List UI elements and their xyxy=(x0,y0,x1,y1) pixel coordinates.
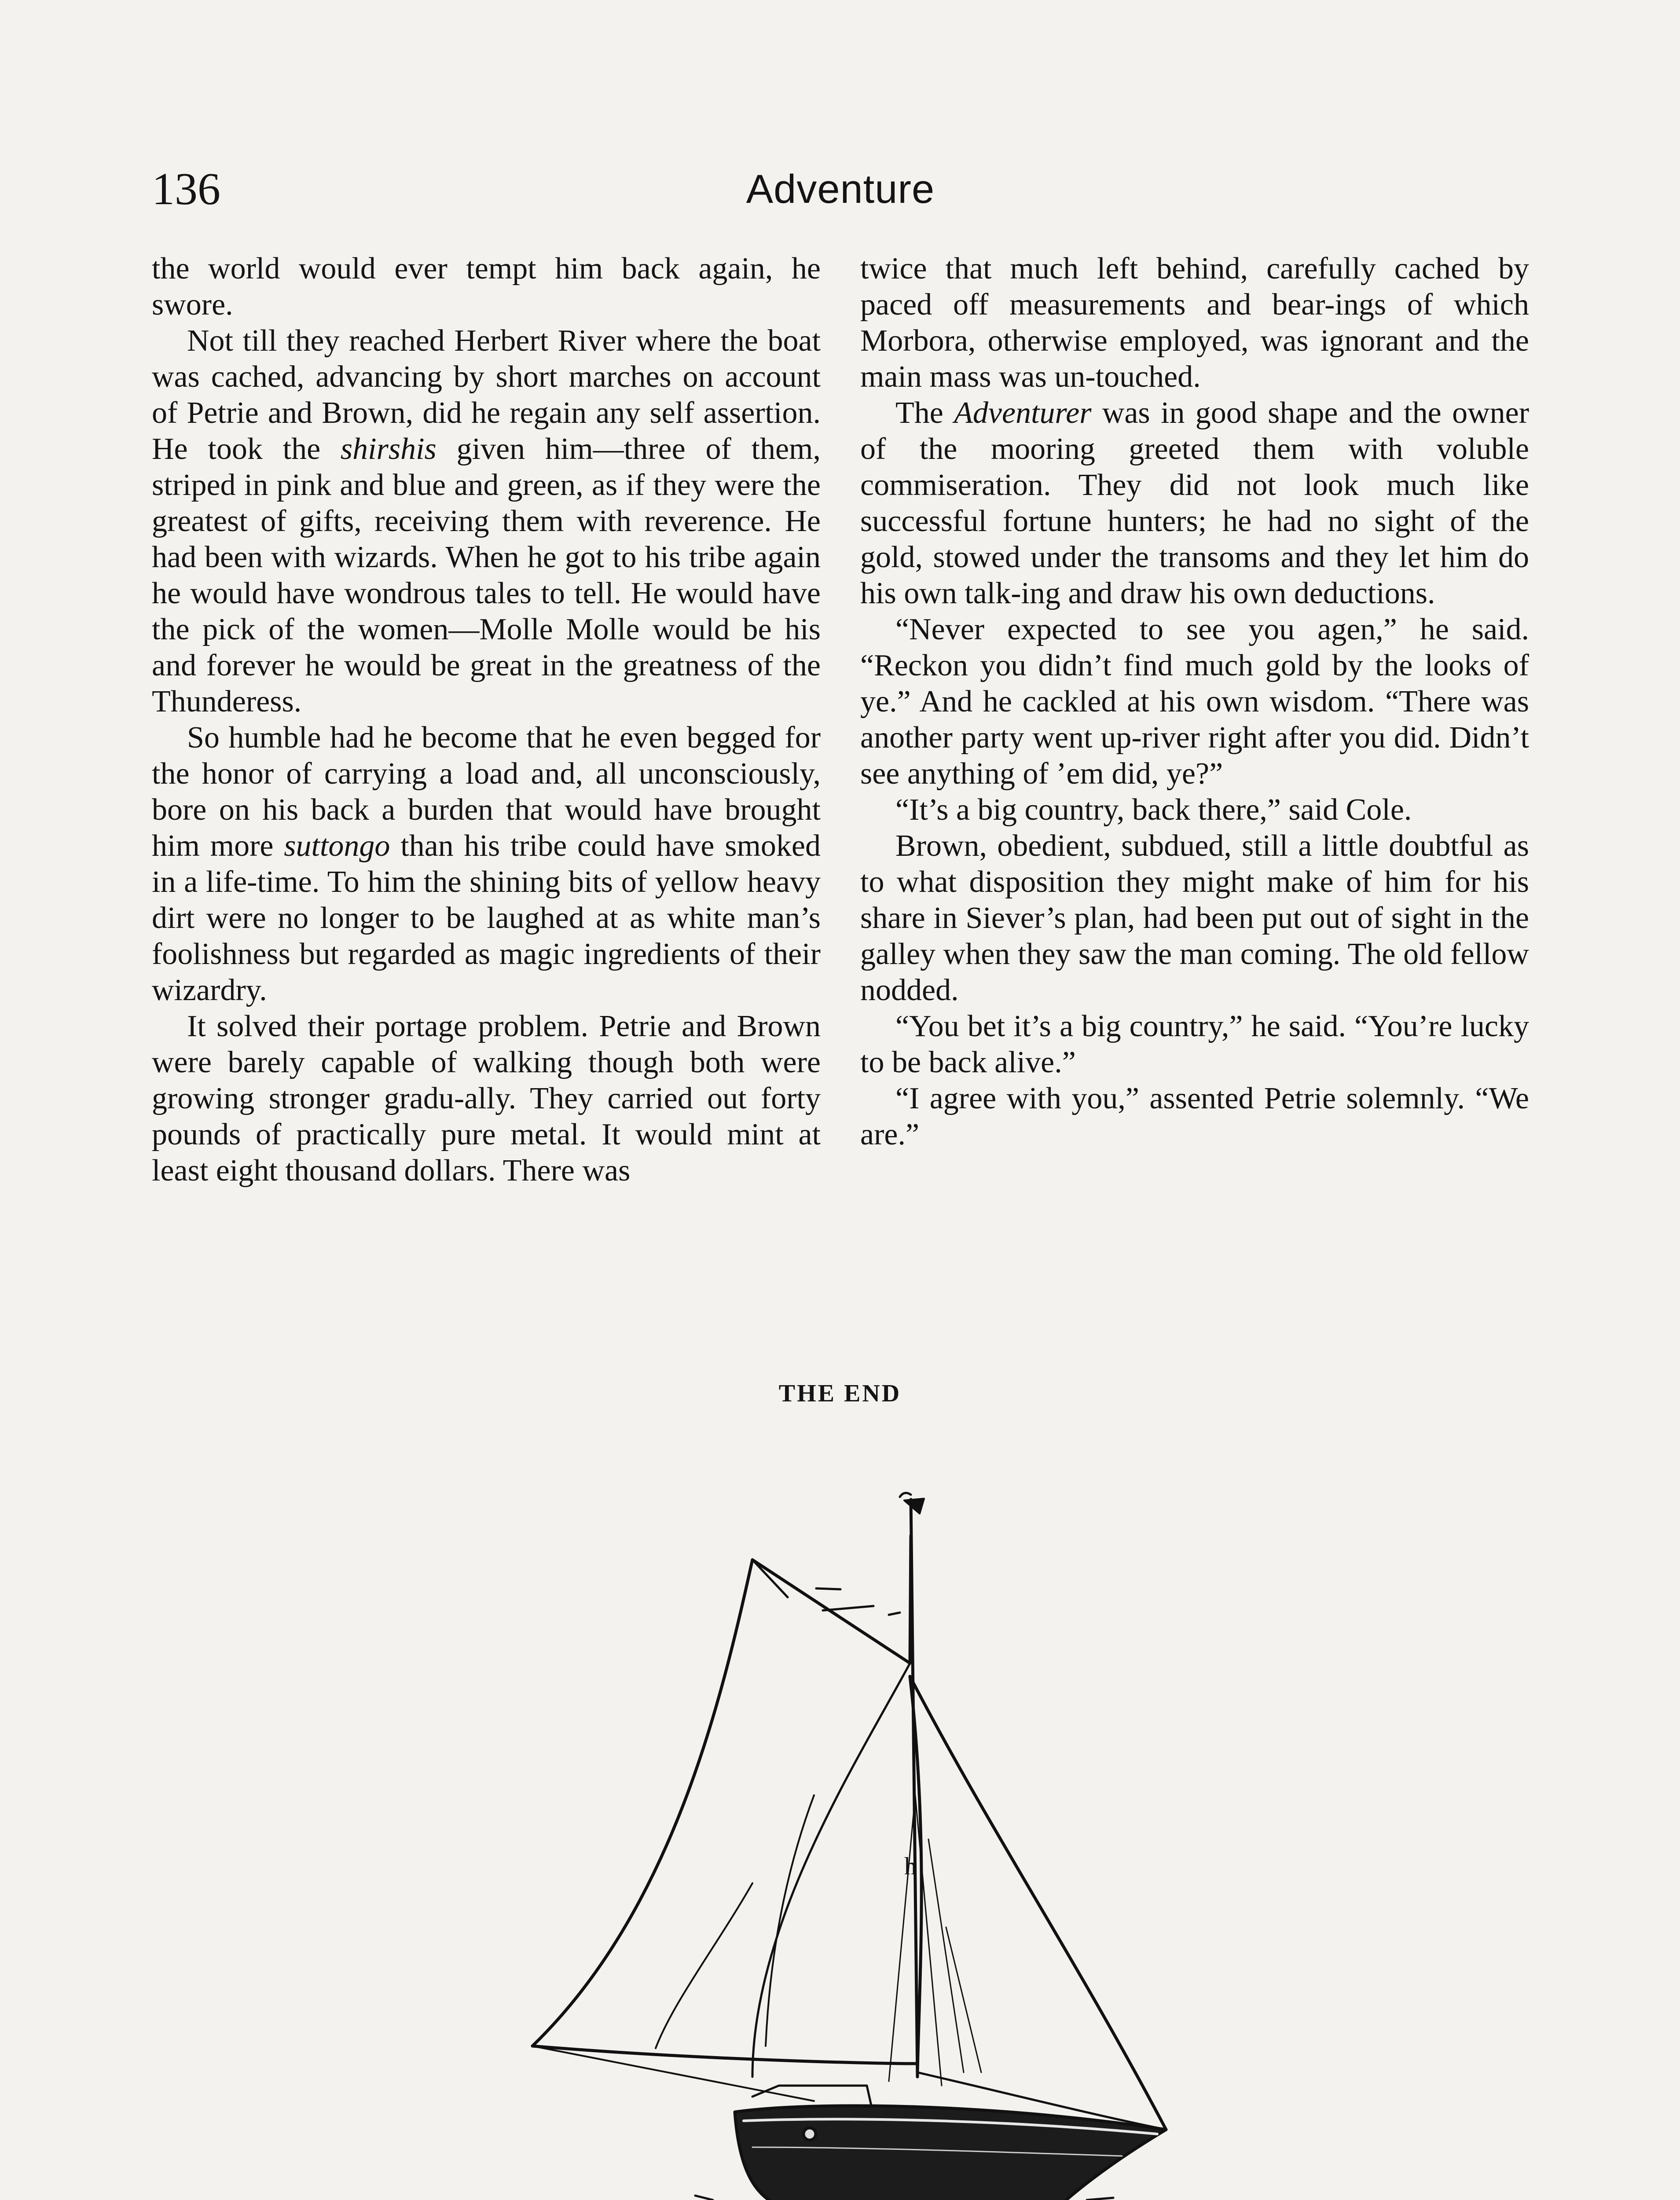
paragraph: twice that much left behind, carefully cached by paced off measurements and bear-ings of which Morbora, otherwise employed, was ignorant and the main mass was un-touched. xyxy=(860,252,1529,394)
sailboat-illustration xyxy=(506,1487,1210,2200)
paragraph: the world would ever tempt him back again, he swore. xyxy=(152,252,821,322)
paragraph: Brown, obedient, subdued, still a little doubtful as to what disposition they might make of him for his share in Siever’s plan, had been put out of sight in the galley when they saw the man coming. The old fellow nodded. xyxy=(860,829,1529,1007)
left-column xyxy=(152,251,821,1189)
text-run: was in good shape and the owner of the mooring greeted them with voluble commiseration. They did not look much like successful fortune hunters; he had no sight of the gold, stowed under the transoms and they let him do his own talk-ing and draw his own deductions. xyxy=(860,396,1530,610)
text-run: The xyxy=(895,396,954,430)
italic-word: Adventurer xyxy=(954,396,1092,430)
paragraph: “Never expected to see you agen,” he said. “Reckon you didn’t find much gold by the looks of ye.” And he cackled at his own wisdom. “There was another party went up-river right after you did. Didn’t see anything of ’em did, ye?” xyxy=(860,612,1529,791)
paragraph: “It’s a big country, back there,” said Cole. xyxy=(895,793,1412,827)
text-run: given him—three of them, striped in pink and blue and green, as if they were the greatest of gifts, receiving them with reverence. He had been with wizards. When he got to his tribe again he would have wondrous tales to tell. He would have the pick of the women—Molle Molle would be his and forever he would be great in the greatness of the Thunderess. xyxy=(152,432,821,719)
page-header xyxy=(152,158,1529,220)
text-run: Not till they reached Herbert River where the boat was cached, advancing by short marches on account of Petrie and Brown, did he regain any self assertion. He took the xyxy=(152,324,821,466)
sail-mark-label: h xyxy=(904,1853,917,1880)
paragraph xyxy=(152,720,821,1008)
text-run: than his tribe could have smoked in a life-time. To him the shining bits of yellow heavy dirt were no longer to be laughed at as white man’s foolishness but regarded as magic ingredients of their wizardry. xyxy=(152,829,821,1007)
paragraph xyxy=(860,395,1529,612)
italic-word: suttongo xyxy=(284,829,390,863)
the-end-mark: THE END xyxy=(778,1380,902,1407)
italic-word: shirshis xyxy=(340,432,437,466)
paragraph: “I agree with you,” assented Petrie solemnly. “We are.” xyxy=(860,1082,1529,1151)
paragraph: It solved their portage problem. Petrie and Brown were barely capable of walking though both were growing stronger gradu-ally. They carried out forty pounds of practically pure metal. It would mint at least eight thousand dollars. There was xyxy=(152,1009,821,1188)
running-title: Adventure xyxy=(746,167,935,212)
paragraph: “You bet it’s a big country,” he said. “You’re lucky to be back alive.” xyxy=(860,1009,1529,1079)
page-number: 136 xyxy=(152,164,220,214)
right-column xyxy=(860,251,1529,1153)
paragraph xyxy=(152,323,821,720)
text-run: So humble had he become that he even begged for the honor of carrying a load and, all unconsciously, bore on his back a burden that would have brought him more xyxy=(152,721,821,863)
